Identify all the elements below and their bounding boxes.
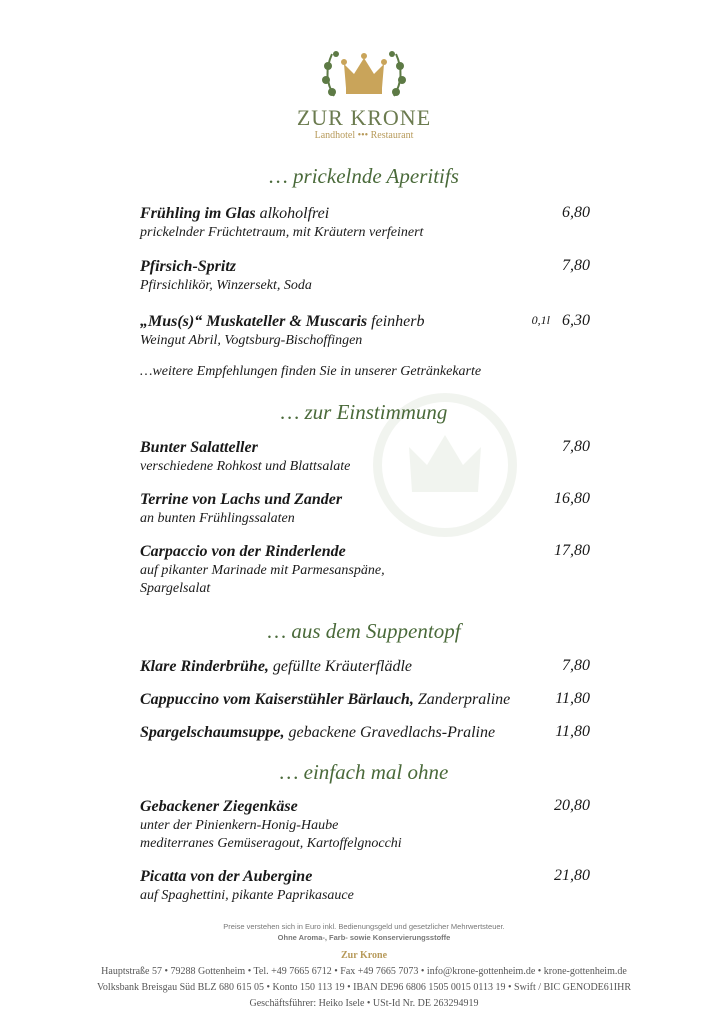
section-title-suppentopf: … aus dem Suppentopf xyxy=(267,619,461,643)
drinks-note: …weitere Empfehlungen finden Sie in unserer Getränkekarte xyxy=(140,364,482,379)
item-extra: feinherb xyxy=(367,313,425,330)
menu-item xyxy=(140,542,590,598)
item-price: 7,80 xyxy=(562,257,590,274)
item-extra: Zanderpraline xyxy=(413,691,511,708)
item-name: Picatta von der Aubergine xyxy=(140,868,313,885)
item-price: 16,80 xyxy=(554,490,590,507)
item-description: unter der Pinienkern-Honig-Haube xyxy=(140,818,339,833)
menu-item xyxy=(140,438,590,476)
item-name: Cappuccino vom Kaiserstühler Bärlauch, xyxy=(140,691,414,708)
item-price: 7,80 xyxy=(562,438,590,455)
menu-item xyxy=(140,257,590,295)
item-price: 6,80 xyxy=(562,204,590,221)
item-description: auf pikanter Marinade mit Parmesanspäne, xyxy=(140,563,385,578)
menu-item xyxy=(140,867,590,905)
item-price: 6,30 xyxy=(562,312,590,329)
crown-logo xyxy=(314,36,414,108)
brand-subtitle: Landhotel ••• Restaurant xyxy=(314,130,414,141)
item-name: Frühling im Glas xyxy=(140,205,256,222)
price-note: Preise verstehen sich in Euro inkl. Bedienungsgeld und gesetzlicher Mehrwertsteuer. xyxy=(223,922,505,931)
item-name: Klare Rinderbrühe, xyxy=(140,658,269,675)
menu-item xyxy=(140,797,590,853)
item-description: prickelnder Früchtetraum, mit Kräutern verfeinert xyxy=(140,225,424,240)
menu-item xyxy=(140,204,590,242)
item-name: Bunter Salatteller xyxy=(140,439,258,456)
item-description: Pfirsichlikör, Winzersekt, Soda xyxy=(140,278,312,293)
item-description: an bunten Frühlingssalaten xyxy=(140,511,295,526)
item-price: 20,80 xyxy=(554,797,590,814)
item-name: Gebackener Ziegenkäse xyxy=(140,798,298,815)
section-title-einstimmung: … zur Einstimmung xyxy=(280,400,448,424)
section-title-aperitifs: … prickelnde Aperitifs xyxy=(269,164,459,188)
menu-item xyxy=(140,690,590,710)
item-extra: gefüllte Kräuterflädle xyxy=(268,658,413,675)
additives-note: Ohne Aroma-, Farb- sowie Konservierungsstoffe xyxy=(277,933,451,942)
item-price: 11,80 xyxy=(555,723,590,740)
footer-brand: Zur Krone xyxy=(340,950,388,961)
item-price: 17,80 xyxy=(554,542,590,559)
item-price: 11,80 xyxy=(555,690,590,707)
item-name: Carpaccio von der Rinderlende xyxy=(140,543,346,560)
menu-item xyxy=(140,657,590,677)
menu-item xyxy=(140,312,590,350)
item-name: Spargelschaumsuppe, xyxy=(140,724,285,741)
item-name: Pfirsich-Spritz xyxy=(140,258,237,275)
footer-contact: Hauptstraße 57 • 79288 Gottenheim • Tel. +49 7665 6712 • Fax +49 7665 7073 • info@krone-gottenheim.de • krone-gottenheim.de xyxy=(101,966,627,977)
footer-manager: Geschäftsführer: Heiko Isele • USt-Id Nr. DE 263294919 xyxy=(249,998,479,1009)
item-description: Weingut Abril, Vogtsburg-Bischoffingen xyxy=(140,333,363,348)
item-name: „Mus(s)“ Muskateller & Muscaris xyxy=(140,313,368,330)
item-extra: alkoholfrei xyxy=(255,205,330,222)
item-description: auf Spaghettini, pikante Paprikasauce xyxy=(140,888,354,903)
item-extra: gebackene Gravedlachs-Praline xyxy=(284,724,496,741)
item-price: 21,80 xyxy=(554,867,590,884)
menu-item xyxy=(140,723,590,743)
item-description-2: mediterranes Gemüseragout, Kartoffelgnocchi xyxy=(140,836,402,851)
menu-item xyxy=(140,490,590,528)
footer-bank: Volksbank Breisgau Süd BLZ 680 615 05 • Konto 150 113 19 • IBAN DE96 6806 1505 0015 0113 19 • Swift / BIC GENODE61IHR xyxy=(96,982,631,993)
brand-name: ZUR KRONE xyxy=(296,105,432,130)
section-title-ohne: … einfach mal ohne xyxy=(279,760,449,784)
item-name: Terrine von Lachs und Zander xyxy=(140,491,343,508)
item-price: 7,80 xyxy=(562,657,590,674)
item-description-2: Spargelsalat xyxy=(140,581,211,596)
item-description: verschiedene Rohkost und Blattsalate xyxy=(140,459,351,474)
item-volume: 0,1l xyxy=(531,313,550,327)
